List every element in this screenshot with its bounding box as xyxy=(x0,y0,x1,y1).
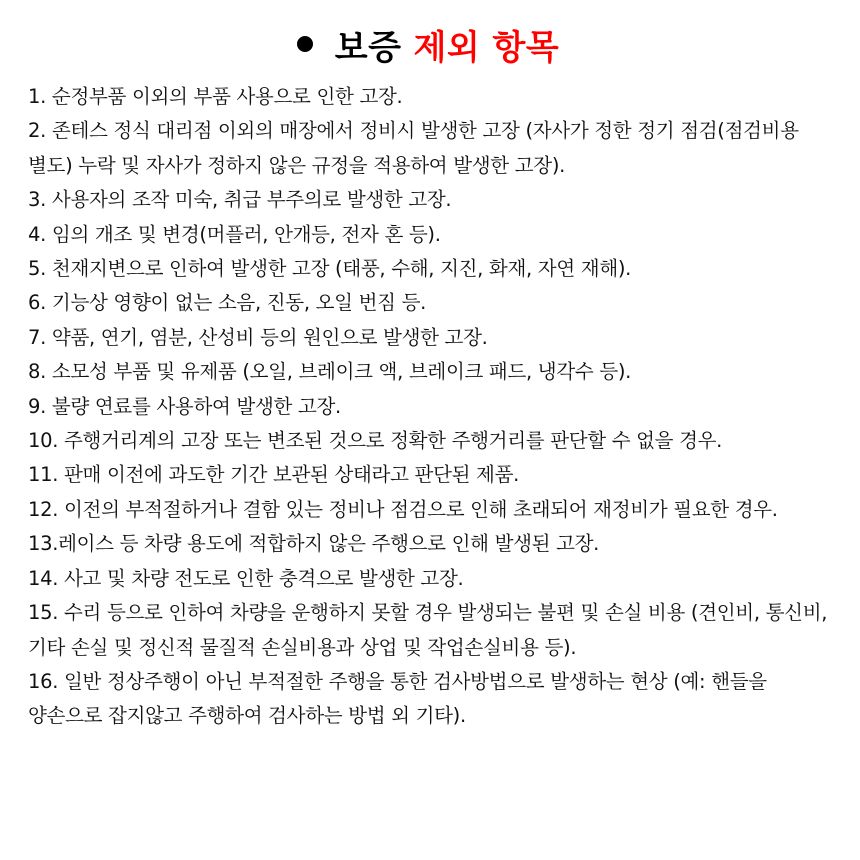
exclusion-item-6: 6. 기능상 영향이 없는 소음, 진동, 오일 번짐 등. xyxy=(28,291,427,315)
exclusion-item-12: 12. 이전의 부적절하거나 결함 있는 정비나 점검으로 인해 초래되어 재정비가 필요한 경우. xyxy=(28,497,778,521)
exclusion-item-13: 13.레이스 등 차량 용도에 적합하지 않은 주행으로 인해 발생된 고장. xyxy=(28,532,600,556)
exclusion-item-8: 8. 소모성 부품 및 유제품 (오일, 브레이크 액, 브레이크 패드, 냉각수 등). xyxy=(28,360,632,384)
exclusion-item-1: 1. 순정부품 이외의 부품 사용으로 인한 고장. xyxy=(28,85,403,108)
title-text-black: 보증 xyxy=(334,27,402,68)
exclusion-item-14: 14. 사고 및 차량 전도로 인한 충격으로 발생한 고장. xyxy=(28,566,464,590)
bullet-dot-icon xyxy=(297,36,313,52)
exclusion-list xyxy=(28,80,828,734)
exclusion-item-5: 5. 천재지변으로 인하여 발생한 고장 (태풍, 수해, 지진, 화재, 자연 재해). xyxy=(28,257,632,281)
title-text-red: 제외 항목 xyxy=(413,27,560,68)
exclusion-item-7: 7. 약품, 연기, 염분, 산성비 등의 원인으로 발생한 고장. xyxy=(28,325,488,349)
exclusion-item-15: 15. 수리 등으로 인하여 차량을 운행하지 못할 경우 발생되는 불편 및 손실 비용 (견인비, 통신비, 기타 손실 및 정신적 물질적 손실비용과 상업 및 작업손실비용 등). xyxy=(28,601,828,659)
exclusion-item-10: 10. 주행거리계의 고장 또는 변조된 것으로 정확한 주행거리를 판단할 수 없을 경우. xyxy=(28,429,723,453)
exclusion-item-11: 11. 판매 이전에 과도한 기간 보관된 상태라고 판단된 제품. xyxy=(28,463,520,487)
exclusion-item-4: 4. 임의 개조 및 변경(머플러, 안개등, 전자 혼 등). xyxy=(28,222,441,246)
page-title xyxy=(28,18,828,70)
exclusion-item-3: 3. 사용자의 조작 미숙, 취급 부주의로 발생한 고장. xyxy=(28,188,452,212)
exclusion-item-16: 16. 일반 정상주행이 아닌 부적절한 주행을 통한 검사방법으로 발생하는 현상 (예: 핸들을 양손으로 잡지않고 주행하여 검사하는 방법 외 기타). xyxy=(28,669,767,728)
exclusion-item-9: 9. 불량 연료를 사용하여 발생한 고장. xyxy=(28,394,341,418)
exclusion-item-2: 2. 존테스 정식 대리점 이외의 매장에서 정비시 발생한 고장 (자사가 정한 정기 점검(점검비용 별도) 누락 및 자사가 정하지 않은 규정을 적용하여 발생한 고장). xyxy=(28,119,799,177)
